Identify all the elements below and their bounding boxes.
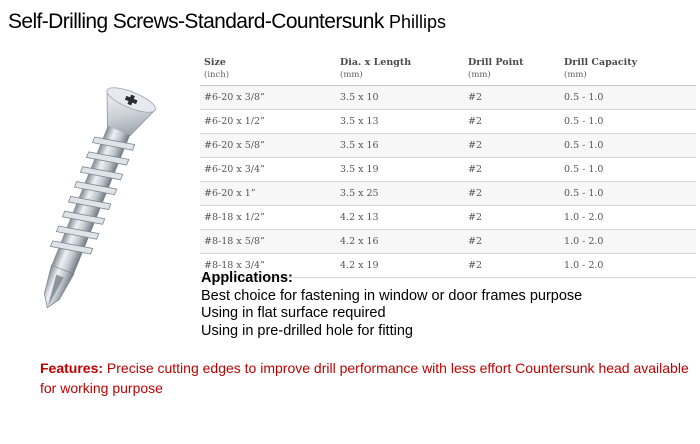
cell-dia-length: 3.5 x 10 bbox=[336, 86, 464, 110]
cell-dia-length: 4.2 x 13 bbox=[336, 206, 464, 230]
cell-dia-length: 4.2 x 16 bbox=[336, 230, 464, 254]
cell-drill-point: #2 bbox=[464, 230, 560, 254]
cell-size: #8-18 x 1/2” bbox=[200, 206, 336, 230]
cell-size: #6-20 x 1” bbox=[200, 182, 336, 206]
cell-drill-capacity: 0.5 - 1.0 bbox=[560, 134, 696, 158]
cell-dia-length: 3.5 x 13 bbox=[336, 110, 464, 134]
cell-drill-capacity: 1.0 - 2.0 bbox=[560, 206, 696, 230]
cell-drill-point: #2 bbox=[464, 86, 560, 110]
applications-section bbox=[201, 270, 582, 340]
header-size: Size (inch) bbox=[200, 52, 336, 86]
cell-drill-capacity: 0.5 - 1.0 bbox=[560, 110, 696, 134]
application-item: Best choice for fastening in window or door frames purpose bbox=[201, 287, 583, 304]
cell-drill-point: #2 bbox=[464, 182, 560, 206]
applications-heading: Applications: bbox=[201, 270, 293, 286]
header-drill-capacity: Drill Capacity (mm) bbox=[560, 52, 696, 86]
features-section bbox=[40, 358, 690, 398]
cell-drill-capacity: 1.0 - 2.0 bbox=[560, 254, 696, 278]
cell-drill-capacity: 0.5 - 1.0 bbox=[560, 182, 696, 206]
cell-drill-capacity: 0.5 - 1.0 bbox=[560, 158, 696, 182]
cell-drill-capacity: 0.5 - 1.0 bbox=[560, 86, 696, 110]
screw-image bbox=[20, 80, 190, 350]
cell-size: #8-18 x 3/4” bbox=[200, 254, 336, 278]
features-label: Features: bbox=[40, 360, 104, 376]
cell-dia-length: 3.5 x 19 bbox=[336, 158, 464, 182]
table-row bbox=[200, 86, 696, 110]
cell-drill-point: #2 bbox=[464, 134, 560, 158]
application-item: Using in pre-drilled hole for fitting bbox=[201, 322, 413, 339]
spec-table bbox=[200, 52, 696, 278]
application-item: Using in flat surface required bbox=[201, 305, 386, 321]
cell-drill-point: #2 bbox=[464, 158, 560, 182]
table-header-row bbox=[200, 52, 696, 86]
cell-size: #6-20 x 1/2” bbox=[200, 110, 336, 134]
cell-dia-length: 4.2 x 19 bbox=[336, 254, 464, 278]
title-suffix: Phillips bbox=[388, 12, 447, 32]
cell-drill-point: #2 bbox=[464, 110, 560, 134]
page-title bbox=[8, 10, 446, 34]
table-row bbox=[200, 206, 696, 230]
cell-dia-length: 3.5 x 16 bbox=[336, 134, 464, 158]
cell-drill-point: #2 bbox=[464, 206, 560, 230]
cell-drill-point: #2 bbox=[464, 254, 560, 278]
cell-size: #6-20 x 3/8” bbox=[200, 86, 336, 110]
title-main: Self-Drilling Screws-Standard-Countersunk bbox=[8, 10, 384, 33]
table-row bbox=[200, 134, 696, 158]
cell-size: #6-20 x 5/8” bbox=[200, 134, 336, 158]
cell-dia-length: 3.5 x 25 bbox=[336, 182, 464, 206]
table-row bbox=[200, 230, 696, 254]
features-text: Precise cutting edges to improve drill performance with less effort Countersunk head available for working purpose bbox=[40, 360, 689, 396]
cell-drill-capacity: 1.0 - 2.0 bbox=[560, 230, 696, 254]
header-drill-point: Drill Point (mm) bbox=[464, 52, 560, 86]
table-row bbox=[200, 110, 696, 134]
cell-size: #6-20 x 3/4” bbox=[200, 158, 336, 182]
header-dia-length: Dia. x Length (mm) bbox=[336, 52, 464, 86]
table-row bbox=[200, 182, 696, 206]
cell-size: #8-18 x 5/8” bbox=[200, 230, 336, 254]
table-row bbox=[200, 158, 696, 182]
